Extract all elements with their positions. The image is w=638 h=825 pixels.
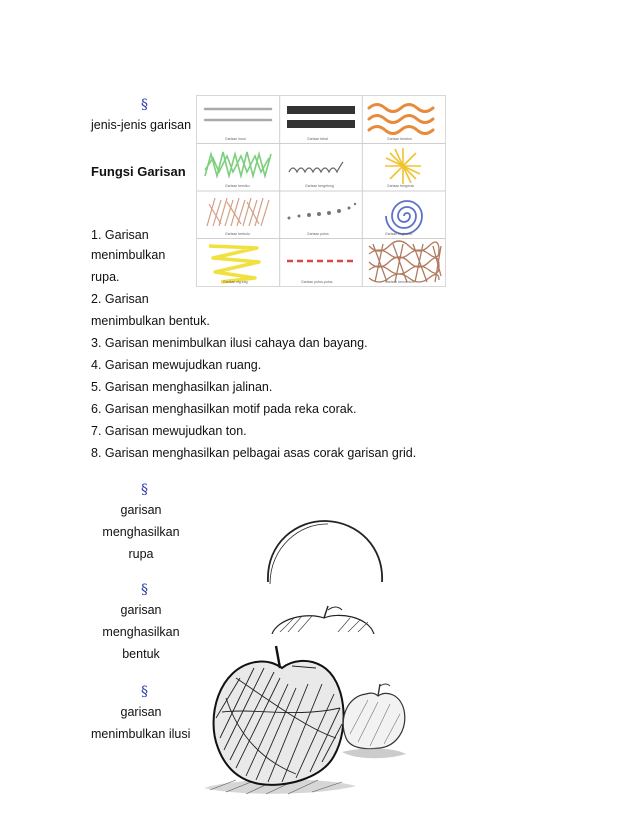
section-rupa-line2: menghasilkan: [102, 525, 180, 539]
section-ilusi-line2: menimbulkan ilusi: [91, 727, 191, 741]
bullet-marker: §: [141, 684, 148, 700]
function-item: 3. Garisan menimbulkan ilusi cahaya dan bayang.: [91, 336, 368, 350]
section-bentuk-line3: bentuk: [122, 647, 160, 661]
function-item: 6. Garisan menghasilkan motif pada reka corak.: [91, 402, 357, 416]
bullet-marker: §: [141, 582, 148, 598]
cap-2: Garisan beralun: [387, 137, 412, 141]
section-rupa-line1: garisan: [120, 503, 162, 517]
apple-outline-sketch-image: [268, 604, 378, 634]
function-item: 7. Garisan mewujudkan ton.: [91, 424, 247, 438]
function-item: 4. Garisan mewujudkan ruang.: [91, 358, 262, 372]
line-types-drawing: [197, 96, 445, 286]
cap-1: Garisan tebal: [307, 137, 328, 141]
cap-11: Garisan bercantum: [385, 280, 415, 284]
cap-7: Garisan putus: [307, 232, 329, 236]
section-ilusi-line1: garisan: [120, 705, 162, 719]
shaded-apples-sketch-image: [196, 638, 411, 798]
function-item: 5. Garisan menghasilkan jalinan.: [91, 380, 273, 394]
cap-9: Garisan zig-zag: [223, 280, 248, 284]
section-bentuk-line1: garisan: [120, 603, 162, 617]
cap-6: Garisan berbulu: [225, 232, 250, 236]
function-item: 2. Garisan: [91, 292, 149, 306]
cap-3: Garisan bersiku: [225, 184, 250, 188]
heading-fungsi-garisan: Fungsi Garisan: [91, 164, 186, 179]
circle-sketch-image: [258, 512, 388, 584]
function-item: 8. Garisan menghasilkan pelbagai asas corak garisan grid.: [91, 446, 417, 460]
cap-5: Garisan bergerak: [387, 184, 415, 188]
cap-8: Garisan lingkaran: [385, 232, 413, 236]
cap-10: Garisan putus-putus: [301, 280, 333, 284]
bullet-marker: §: [141, 482, 148, 498]
function-item: menimbulkan: [91, 248, 166, 262]
function-item: 1. Garisan: [91, 228, 149, 242]
function-item: menimbulkan bentuk.: [91, 314, 210, 328]
section-bentuk-line2: menghasilkan: [102, 625, 180, 639]
cap-0: Garisan lurus: [225, 137, 246, 141]
section-rupa-line3: rupa: [128, 547, 154, 561]
caption-line-types: jenis-jenis garisan: [91, 118, 192, 132]
function-item: rupa.: [91, 270, 120, 284]
line-types-image: [196, 95, 446, 287]
cap-4: Garisan bergelung: [305, 184, 334, 188]
bullet-marker: §: [141, 97, 148, 113]
